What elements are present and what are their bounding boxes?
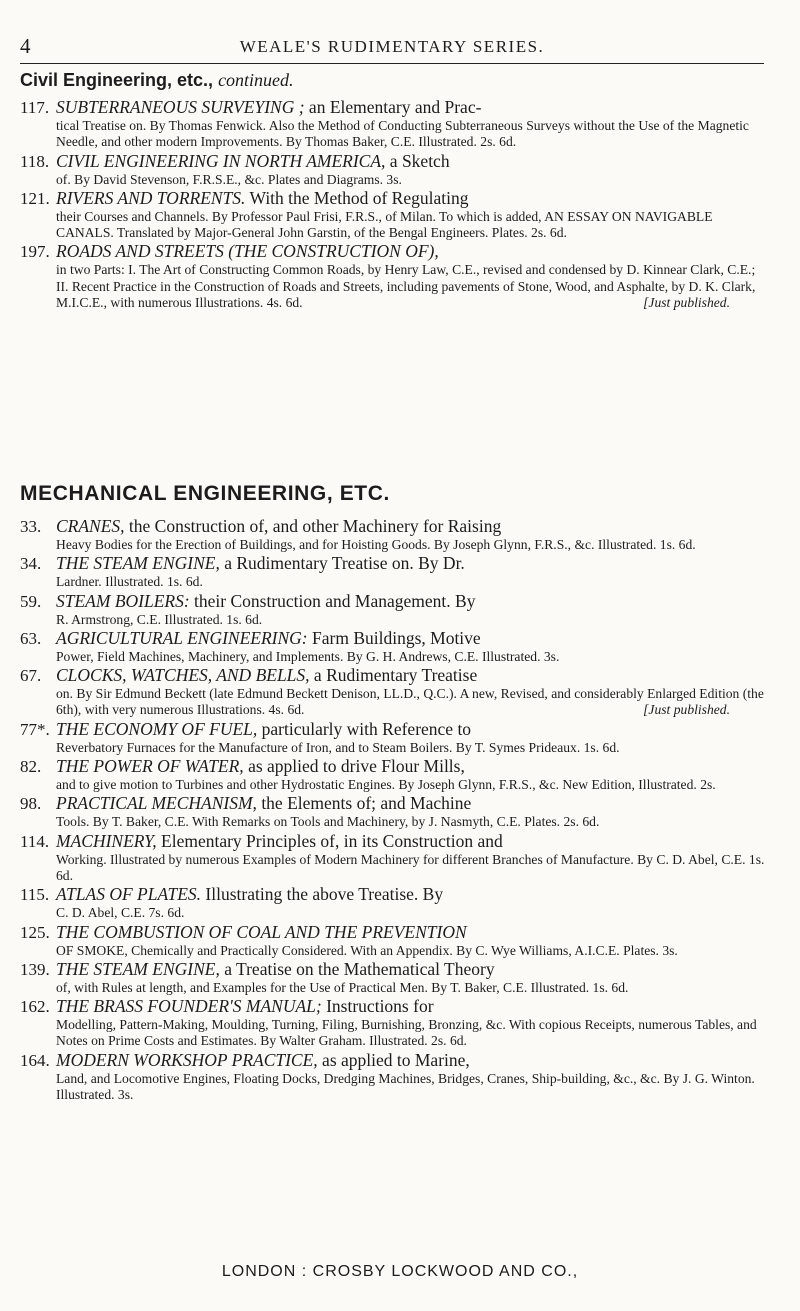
entry-title: THE STEAM ENGINE, (56, 958, 220, 979)
page-number: 4 (20, 34, 31, 58)
catalogue-entry (20, 793, 770, 830)
entry-description: Modelling, Pattern-Making, Moulding, Turning, Filing, Burnishing, Bronzing, &c. With copious Receipts, numerous Tables, and Notes on Prime Costs and Estimates. By Walter Graham. Illustrated. 2s. 6d. (56, 1017, 757, 1049)
entry-title: STEAM BOILERS: (56, 590, 190, 611)
entry-description: OF SMOKE, Chemically and Practically Considered. With an Appendix. By C. Wye Williams, A.I.C.E. Plates. 3s. (56, 942, 678, 958)
catalogue-entry (20, 1050, 770, 1104)
entry-description: Tools. By T. Baker, C.E. With Remarks on Tools and Machinery, by J. Nasmyth, C.E. Plates. 2s. 6d. (56, 814, 600, 830)
entry-number: 98. (20, 794, 42, 814)
entry-title: SUBTERRANEOUS SURVEYING ; (56, 97, 305, 117)
civil-engineering-list (20, 97, 770, 311)
catalogue-entry (20, 628, 770, 665)
publication-note: [Just published. (643, 702, 730, 718)
catalogue-entry (20, 188, 770, 242)
entry-number: 34. (20, 554, 42, 574)
entry-headline (56, 553, 770, 574)
entry-description: and to give motion to Turbines and other Hydrostatic Engines. By Joseph Glynn, F.R.S., &c. New Edition, Illustrated. 2s. (56, 777, 716, 793)
entry-lead: Elementary Principles of, in its Construction and (156, 830, 503, 851)
catalogue-entry (20, 831, 770, 885)
mechanical-engineering-list (20, 516, 770, 1103)
entry-title: MODERN WORKSHOP PRACTICE, (56, 1049, 318, 1070)
entry-description: their Courses and Channels. By Professor Paul Frisi, F.R.S., of Milan. To which is added, AN ESSAY ON NAVIGABLE CANALS. Translated by Major-General John Garstin, of the Bengal Engineers. Plates. 2s. 6d. (56, 208, 713, 241)
entry-lead: the Elements of; and Machine (256, 793, 472, 814)
entry-number: 82. (20, 757, 42, 777)
entry-headline (56, 756, 770, 777)
entry-lead: a Rudimentary Treatise on. By Dr. (219, 553, 465, 574)
entry-title: THE POWER OF WATER, (56, 756, 244, 777)
entry-lead: a Treatise on the Mathematical Theory (219, 958, 495, 979)
entry-number: 59. (20, 591, 42, 611)
entry-lead: Instructions for (321, 996, 434, 1017)
catalogue-entry (20, 959, 770, 996)
entry-number: 114. (20, 831, 50, 851)
entry-title: CIVIL ENGINEERING IN NORTH AMERICA, (56, 150, 386, 171)
entry-lead: the Construction of, and other Machinery for Raising (124, 516, 502, 536)
running-head: WEALE'S RUDIMENTARY SERIES. (239, 37, 545, 56)
catalogue-entry (20, 516, 770, 553)
entry-headline (56, 996, 770, 1017)
entry-number: 67. (20, 666, 42, 686)
entry-description: Reverbatory Furnaces for the Manufacture of Iron, and to Steam Boilers. By T. Symes Prideaux. 1s. 6d. (56, 739, 620, 755)
header-rule (20, 63, 764, 64)
catalogue-entry (20, 97, 770, 151)
entry-lead: an Elementary and Prac- (304, 97, 482, 117)
entry-description: R. Armstrong, C.E. Illustrated. 1s. 6d. (56, 611, 263, 627)
entry-headline (56, 884, 770, 905)
entry-headline (56, 959, 770, 980)
entry-headline (56, 151, 770, 172)
page-header (20, 34, 764, 64)
entry-lead: a Rudimentary Treatise (309, 665, 478, 686)
entry-headline (56, 591, 770, 612)
footer-imprint: LONDON : CROSBY LOCKWOOD AND CO., (221, 1263, 579, 1280)
entry-number: 33. (20, 517, 42, 536)
entry-number: 121. (20, 188, 50, 208)
entry-headline (56, 719, 770, 740)
entry-lead: Farm Buildings, Motive (307, 627, 481, 648)
entry-headline (56, 241, 770, 262)
section-title (20, 70, 294, 91)
entry-number: 125. (20, 922, 50, 942)
entry-headline (56, 1050, 770, 1071)
entry-title: PRACTICAL MECHANISM, (56, 793, 257, 814)
entry-title: ATLAS OF PLATES. (56, 884, 202, 905)
entry-description: Land, and Locomotive Engines, Floating Docks, Dredging Machines, Bridges, Cranes, Ship-building, &c., &c. By J. G. Winton. Illustrated. 3s. (56, 1070, 755, 1103)
entry-headline (56, 922, 770, 943)
entry-description: Working. Illustrated by numerous Examples of Modern Machinery for different Branches of Manufacture. By C. D. Abel, C.E. 1s. 6d. (56, 851, 765, 883)
entry-number: 164. (20, 1050, 50, 1070)
entry-headline (56, 188, 770, 209)
mechanical-heading: MECHANICAL ENGINEERING, ETC. (20, 482, 390, 505)
entry-headline (56, 628, 770, 649)
entry-title: THE BRASS FOUNDER'S MANUAL; (56, 996, 322, 1017)
entry-number: 117. (20, 98, 50, 117)
entry-description: of, with Rules at length, and Examples for the Use of Practical Men. By T. Baker, C.E. Illustrated. 1s. 6d. (56, 979, 629, 995)
entry-description: Lardner. Illustrated. 1s. 6d. (56, 574, 203, 590)
entry-description: Heavy Bodies for the Erection of Buildings, and for Hoisting Goods. By Joseph Glynn, F.R.S., &c. Illustrated. 1s. 6d. (56, 537, 696, 552)
catalogue-entry (20, 665, 770, 719)
entry-number: 118. (20, 151, 50, 171)
entry-lead: as applied to Marine, (317, 1049, 470, 1070)
entry-number: 162. (20, 997, 50, 1017)
entry-lead: a Sketch (385, 150, 450, 171)
entry-number: 115. (20, 885, 50, 905)
entry-description: Power, Field Machines, Machinery, and Implements. By G. H. Andrews, C.E. Illustrated. 3s. (56, 648, 560, 664)
section-title-text: Civil Engineering, etc., (20, 70, 214, 90)
catalogue-entry (20, 996, 770, 1050)
entry-number: 197. (20, 242, 50, 262)
entry-description: of. By David Stevenson, F.R.S.E., &c. Plates and Diagrams. 3s. (56, 171, 402, 187)
entry-title: RIVERS AND TORRENTS. (56, 187, 246, 208)
catalogue-entry (20, 553, 770, 590)
catalogue-entry (20, 884, 770, 921)
entry-headline (56, 793, 770, 814)
catalogue-entry (20, 241, 770, 311)
entry-headline (56, 97, 770, 118)
section-continued: continued. (218, 70, 294, 90)
entry-description: C. D. Abel, C.E. 7s. 6d. (56, 905, 185, 921)
entry-title: THE STEAM ENGINE, (56, 553, 220, 574)
entry-lead: Illustrating the above Treatise. By (201, 884, 444, 905)
entry-title: MACHINERY, (56, 830, 157, 851)
entry-lead: their Construction and Management. By (189, 590, 476, 611)
entry-title: CLOCKS, WATCHES, AND BELLS, (56, 665, 310, 686)
catalogue-entry (20, 756, 770, 793)
entry-headline (56, 831, 770, 852)
entry-lead: particularly with Reference to (257, 718, 472, 739)
catalogue-entry (20, 591, 770, 628)
entry-headline (56, 665, 770, 686)
entry-title: THE ECONOMY OF FUEL, (56, 718, 258, 739)
entry-number: 139. (20, 959, 50, 979)
entry-title: AGRICULTURAL ENGINEERING: (56, 627, 308, 648)
entry-headline (56, 516, 770, 537)
publication-note: [Just published. (643, 295, 730, 311)
entry-description: tical Treatise on. By Thomas Fenwick. Also the Method of Conducting Subterraneous Surveys without the Use of the Magnetic Needle, and other modern Improvements. By Thomas Baker, C.E. Illustrated. 2s. 6d. (56, 118, 749, 150)
catalogue-entry (20, 719, 770, 756)
entry-description: on. By Sir Edmund Beckett (late Edmund Beckett Denison, LL.D., Q.C.). A new, Revised, and considerably Enlarged Edition (the 6th), with very numerous Illustrations. 4s. 6d. (56, 686, 764, 718)
entry-lead: as applied to drive Flour Mills, (243, 756, 465, 777)
catalogue-entry (20, 922, 770, 959)
entry-title: THE COMBUSTION OF COAL AND THE PREVENTION (56, 921, 467, 942)
entry-number: 77*. (20, 719, 50, 739)
entry-title: ROADS AND STREETS (THE CONSTRUCTION OF), (56, 241, 439, 262)
entry-lead: With the Method of Regulating (245, 187, 469, 208)
catalogue-entry (20, 151, 770, 188)
entry-number: 63. (20, 628, 42, 648)
entry-description: in two Parts: I. The Art of Constructing Common Roads, by Henry Law, C.E., revised and condensed by D. Kinnear Clark, C.E.; II. Recent Practice in the Construction of Roads and Streets, including pavements of Stone, Wood, and Asphalte, by D. K. Clark, M.I.C.E., with numerous Illustrations. 4s. 6d. (56, 262, 756, 311)
entry-title: CRANES, (56, 516, 125, 536)
